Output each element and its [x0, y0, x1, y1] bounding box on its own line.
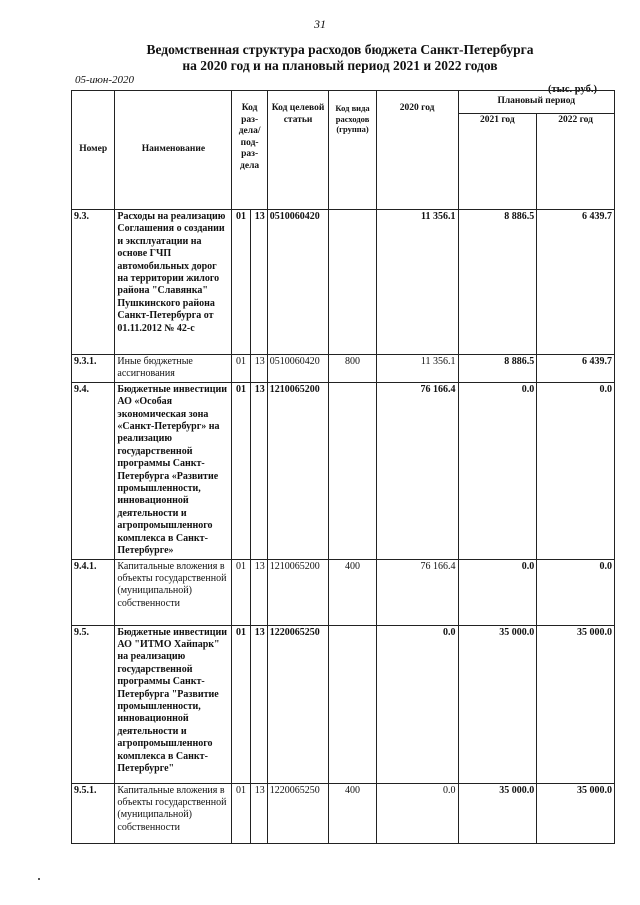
header-number: Номер — [72, 91, 115, 210]
row-target-code: 0510060420 — [267, 355, 329, 383]
row-number: 9.3.1. — [72, 355, 115, 383]
title-line-1: Ведомственная структура расходов бюджета Санкт-Петербурга — [146, 42, 534, 57]
row-value-2022: 0.0 — [537, 382, 615, 559]
row-value-2021: 8 886.5 — [458, 210, 537, 355]
row-value-2021: 0.0 — [458, 559, 537, 625]
row-value-2021: 8 886.5 — [458, 355, 537, 383]
row-target-code: 0510060420 — [267, 210, 329, 355]
row-value-2020: 0.0 — [376, 783, 458, 843]
row-value-2020: 0.0 — [376, 625, 458, 783]
title-line-2: на 2020 год и на плановый период 2021 и 2022 годов — [182, 58, 498, 73]
row-podrazdel: 13 — [250, 210, 267, 355]
row-type-code — [329, 625, 376, 783]
table-row — [72, 559, 615, 625]
row-podrazdel: 13 — [250, 783, 267, 843]
row-type-code: 400 — [329, 783, 376, 843]
row-name: Иные бюджетные ассигнования — [115, 355, 232, 383]
row-razdel: 01 — [232, 625, 250, 783]
row-target-code: 1220065250 — [267, 625, 329, 783]
row-value-2022: 0.0 — [537, 559, 615, 625]
row-type-code — [329, 210, 376, 355]
row-name: Бюджетные инвестиции АО «Особая экономическая зона «Санкт-Петербург» на реализацию государственной программы Санкт-Петербурга «Развитие промышленности, инновационной деятельности и агропромышленного комплекса в Санкт-Петербурге» — [115, 382, 232, 559]
scan-speck — [38, 878, 40, 880]
row-value-2020: 11 356.1 — [376, 355, 458, 383]
row-value-2021: 0.0 — [458, 382, 537, 559]
row-name: Капитальные вложения в объекты государственной (муниципальной) собственности — [115, 783, 232, 843]
header-2021: 2021 год — [458, 114, 537, 210]
row-value-2021: 35 000.0 — [458, 625, 537, 783]
table-row — [72, 382, 615, 559]
header-razdel: Код раз-дела/ под-раз-дела — [232, 91, 267, 210]
row-podrazdel: 13 — [250, 355, 267, 383]
row-razdel: 01 — [232, 382, 250, 559]
header-name: Наименование — [115, 91, 232, 210]
row-target-code: 1210065200 — [267, 559, 329, 625]
header-target: Код целевой статьи — [267, 91, 329, 210]
row-number: 9.4. — [72, 382, 115, 559]
table-row — [72, 355, 615, 383]
row-value-2020: 11 356.1 — [376, 210, 458, 355]
page-number: 31 — [314, 17, 326, 31]
row-value-2022: 6 439.7 — [537, 210, 615, 355]
row-value-2022: 35 000.0 — [537, 783, 615, 843]
row-value-2022: 6 439.7 — [537, 355, 615, 383]
table-row — [72, 625, 615, 783]
row-name: Расходы на реализацию Соглашения о создании и эксплуатации на основе ГЧП автомобильных дорог на территории жилого района "Славянка" Пушкинского района Санкт-Петербурга от 01.11.2012 № 42-с — [115, 210, 232, 355]
table-row — [72, 783, 615, 843]
row-value-2020: 76 166.4 — [376, 559, 458, 625]
row-razdel: 01 — [232, 559, 250, 625]
row-number: 9.3. — [72, 210, 115, 355]
row-razdel: 01 — [232, 355, 250, 383]
units-label: (тыс. руб.) — [548, 84, 597, 95]
row-name: Бюджетные инвестиции АО "ИТМО Хайпарк" на реализацию государственной программы Санкт-Петербурга "Развитие промышленности, инновационной деятельности и агропромышленного комплекса в Санкт-Петербурге" — [115, 625, 232, 783]
row-number: 9.5.1. — [72, 783, 115, 843]
row-value-2021: 35 000.0 — [458, 783, 537, 843]
row-target-code: 1210065200 — [267, 382, 329, 559]
row-target-code: 1220065250 — [267, 783, 329, 843]
budget-table — [71, 90, 615, 844]
row-type-code: 800 — [329, 355, 376, 383]
document-title — [60, 42, 620, 74]
header-2022: 2022 год — [537, 114, 615, 210]
row-razdel: 01 — [232, 783, 250, 843]
row-number: 9.5. — [72, 625, 115, 783]
row-name: Капитальные вложения в объекты государственной (муниципальной) собственности — [115, 559, 232, 625]
header-plan-period: Плановый период — [458, 91, 615, 114]
header-type: Код вида расходов (группа) — [329, 91, 376, 210]
row-podrazdel: 13 — [250, 559, 267, 625]
table-row — [72, 210, 615, 355]
row-podrazdel: 13 — [250, 625, 267, 783]
document-date: 05-июн-2020 — [75, 74, 135, 86]
row-podrazdel: 13 — [250, 382, 267, 559]
row-number: 9.4.1. — [72, 559, 115, 625]
row-value-2022: 35 000.0 — [537, 625, 615, 783]
row-type-code — [329, 382, 376, 559]
row-type-code: 400 — [329, 559, 376, 625]
row-value-2020: 76 166.4 — [376, 382, 458, 559]
header-2020: 2020 год — [376, 91, 458, 210]
row-razdel: 01 — [232, 210, 250, 355]
